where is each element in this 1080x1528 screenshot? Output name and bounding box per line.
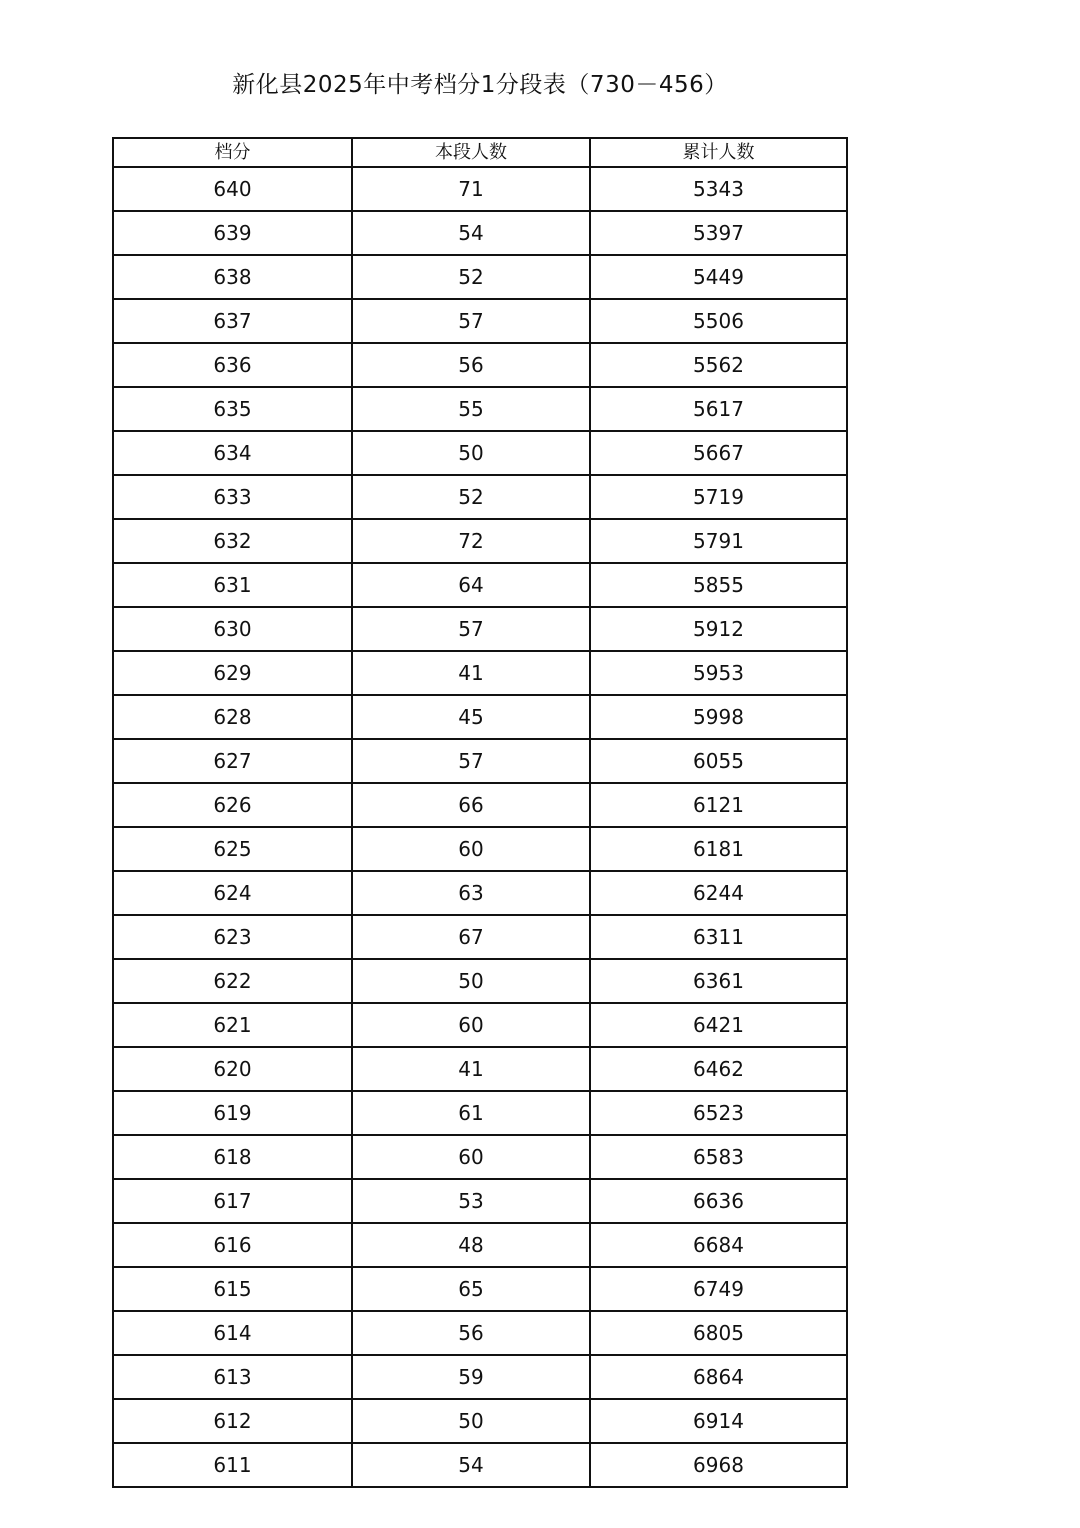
score-cell: 635 xyxy=(113,387,352,431)
score-cell: 631 xyxy=(113,563,352,607)
cumulative-count-cell: 6968 xyxy=(590,1443,847,1487)
segment-count-cell: 61 xyxy=(352,1091,590,1135)
segment-count-cell: 64 xyxy=(352,563,590,607)
table-body xyxy=(113,167,847,1487)
table-row xyxy=(113,1003,847,1047)
cumulative-count-cell: 6523 xyxy=(590,1091,847,1135)
table-row xyxy=(113,1091,847,1135)
segment-count-cell: 60 xyxy=(352,1135,590,1179)
table-row xyxy=(113,1355,847,1399)
segment-count-cell: 52 xyxy=(352,475,590,519)
table-row xyxy=(113,255,847,299)
header-segment-count: 本段人数 xyxy=(352,138,590,167)
table-row xyxy=(113,343,847,387)
header-score: 档分 xyxy=(113,138,352,167)
score-cell: 613 xyxy=(113,1355,352,1399)
cumulative-count-cell: 5791 xyxy=(590,519,847,563)
segment-count-cell: 50 xyxy=(352,959,590,1003)
segment-count-cell: 41 xyxy=(352,1047,590,1091)
table-row xyxy=(113,211,847,255)
table-row xyxy=(113,695,847,739)
score-cell: 614 xyxy=(113,1311,352,1355)
cumulative-count-cell: 5667 xyxy=(590,431,847,475)
cumulative-count-cell: 5506 xyxy=(590,299,847,343)
table-row xyxy=(113,299,847,343)
table-row xyxy=(113,563,847,607)
score-cell: 636 xyxy=(113,343,352,387)
cumulative-count-cell: 6462 xyxy=(590,1047,847,1091)
cumulative-count-cell: 6361 xyxy=(590,959,847,1003)
table-row xyxy=(113,1179,847,1223)
score-cell: 611 xyxy=(113,1443,352,1487)
page-title: 新化县2025年中考档分1分段表（730－456） xyxy=(232,72,728,98)
segment-count-cell: 54 xyxy=(352,1443,590,1487)
cumulative-count-cell: 6805 xyxy=(590,1311,847,1355)
score-distribution-table xyxy=(112,137,848,1488)
cumulative-count-cell: 5562 xyxy=(590,343,847,387)
cumulative-count-cell: 6121 xyxy=(590,783,847,827)
segment-count-cell: 52 xyxy=(352,255,590,299)
table-row xyxy=(113,431,847,475)
cumulative-count-cell: 5998 xyxy=(590,695,847,739)
table-row xyxy=(113,1135,847,1179)
table-row xyxy=(113,167,847,211)
table-row xyxy=(113,1311,847,1355)
segment-count-cell: 50 xyxy=(352,1399,590,1443)
table-row xyxy=(113,1443,847,1487)
segment-count-cell: 65 xyxy=(352,1267,590,1311)
cumulative-count-cell: 5855 xyxy=(590,563,847,607)
table-row xyxy=(113,651,847,695)
table-row xyxy=(113,739,847,783)
table-row xyxy=(113,1047,847,1091)
table-row xyxy=(113,915,847,959)
cumulative-count-cell: 5343 xyxy=(590,167,847,211)
segment-count-cell: 50 xyxy=(352,431,590,475)
score-cell: 630 xyxy=(113,607,352,651)
score-cell: 616 xyxy=(113,1223,352,1267)
table-row xyxy=(113,783,847,827)
cumulative-count-cell: 6583 xyxy=(590,1135,847,1179)
score-cell: 622 xyxy=(113,959,352,1003)
segment-count-cell: 72 xyxy=(352,519,590,563)
cumulative-count-cell: 6749 xyxy=(590,1267,847,1311)
score-cell: 638 xyxy=(113,255,352,299)
table-header-row xyxy=(113,138,847,167)
segment-count-cell: 56 xyxy=(352,343,590,387)
segment-count-cell: 67 xyxy=(352,915,590,959)
cumulative-count-cell: 5449 xyxy=(590,255,847,299)
table-row xyxy=(113,475,847,519)
cumulative-count-cell: 6055 xyxy=(590,739,847,783)
score-cell: 627 xyxy=(113,739,352,783)
score-cell: 629 xyxy=(113,651,352,695)
cumulative-count-cell: 5719 xyxy=(590,475,847,519)
table-row xyxy=(113,1223,847,1267)
segment-count-cell: 45 xyxy=(352,695,590,739)
segment-count-cell: 66 xyxy=(352,783,590,827)
table-row xyxy=(113,1399,847,1443)
score-cell: 612 xyxy=(113,1399,352,1443)
cumulative-count-cell: 6421 xyxy=(590,1003,847,1047)
score-cell: 633 xyxy=(113,475,352,519)
score-cell: 620 xyxy=(113,1047,352,1091)
cumulative-count-cell: 6181 xyxy=(590,827,847,871)
table-row xyxy=(113,519,847,563)
score-cell: 637 xyxy=(113,299,352,343)
score-cell: 640 xyxy=(113,167,352,211)
score-cell: 617 xyxy=(113,1179,352,1223)
score-cell: 634 xyxy=(113,431,352,475)
segment-count-cell: 59 xyxy=(352,1355,590,1399)
score-cell: 619 xyxy=(113,1091,352,1135)
segment-count-cell: 60 xyxy=(352,827,590,871)
header-cumulative-count: 累计人数 xyxy=(590,138,847,167)
segment-count-cell: 57 xyxy=(352,739,590,783)
table-row xyxy=(113,871,847,915)
cumulative-count-cell: 6311 xyxy=(590,915,847,959)
table-row xyxy=(113,959,847,1003)
cumulative-count-cell: 6864 xyxy=(590,1355,847,1399)
segment-count-cell: 56 xyxy=(352,1311,590,1355)
score-cell: 618 xyxy=(113,1135,352,1179)
segment-count-cell: 54 xyxy=(352,211,590,255)
score-cell: 639 xyxy=(113,211,352,255)
cumulative-count-cell: 5953 xyxy=(590,651,847,695)
score-cell: 623 xyxy=(113,915,352,959)
score-cell: 621 xyxy=(113,1003,352,1047)
table-row xyxy=(113,607,847,651)
cumulative-count-cell: 5617 xyxy=(590,387,847,431)
table-row xyxy=(113,1267,847,1311)
cumulative-count-cell: 6914 xyxy=(590,1399,847,1443)
score-cell: 625 xyxy=(113,827,352,871)
table-row xyxy=(113,387,847,431)
score-cell: 615 xyxy=(113,1267,352,1311)
score-cell: 632 xyxy=(113,519,352,563)
score-cell: 624 xyxy=(113,871,352,915)
segment-count-cell: 41 xyxy=(352,651,590,695)
segment-count-cell: 71 xyxy=(352,167,590,211)
segment-count-cell: 63 xyxy=(352,871,590,915)
cumulative-count-cell: 6636 xyxy=(590,1179,847,1223)
cumulative-count-cell: 5397 xyxy=(590,211,847,255)
segment-count-cell: 53 xyxy=(352,1179,590,1223)
table-row xyxy=(113,827,847,871)
cumulative-count-cell: 6244 xyxy=(590,871,847,915)
segment-count-cell: 55 xyxy=(352,387,590,431)
score-cell: 628 xyxy=(113,695,352,739)
segment-count-cell: 48 xyxy=(352,1223,590,1267)
segment-count-cell: 57 xyxy=(352,299,590,343)
score-cell: 626 xyxy=(113,783,352,827)
cumulative-count-cell: 5912 xyxy=(590,607,847,651)
segment-count-cell: 60 xyxy=(352,1003,590,1047)
segment-count-cell: 57 xyxy=(352,607,590,651)
cumulative-count-cell: 6684 xyxy=(590,1223,847,1267)
